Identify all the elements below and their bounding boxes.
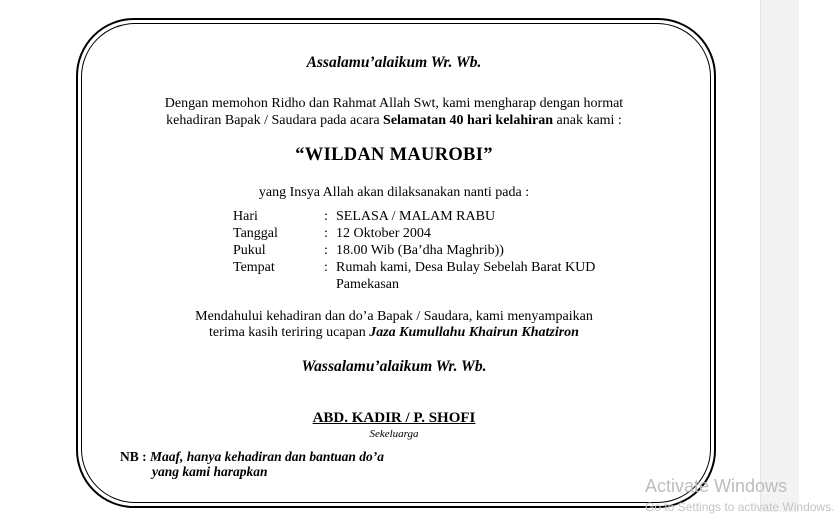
intro-line-1: Dengan memohon Ridho dan Rahmat Allah Swt, kami mengharap dengan hormat — [164, 96, 624, 111]
activation-watermark-subtitle: Go to Settings to activate Windows. — [645, 500, 834, 514]
closing-line-2 — [0, 325, 788, 341]
closing-line-1: Mendahului kehadiran dan do’a Bapak / Saudara, kami menyampaikan — [195, 309, 593, 324]
event-name: Selamatan 40 hari kelahiran — [383, 113, 554, 128]
detail-separator: : — [324, 226, 328, 241]
greeting: Assalamu’alaikum Wr. Wb. — [306, 54, 482, 71]
nb-line-1 — [120, 449, 384, 465]
nb-line-2 — [152, 464, 268, 480]
signatory-sub: Sekeluarga — [369, 428, 419, 440]
farewell: Wassalamu’alaikum Wr. Wb. — [301, 358, 487, 375]
intro-line-2 — [0, 113, 788, 129]
detail-value: 12 Oktober 2004 — [336, 226, 431, 241]
detail-label: Pukul — [233, 243, 266, 258]
detail-separator: : — [324, 209, 328, 224]
detail-value: 18.00 Wib (Ba’dha Maghrib)) — [336, 243, 504, 258]
detail-value: SELASA / MALAM RABU — [336, 209, 496, 224]
activation-watermark-title: Activate Windows — [645, 476, 788, 496]
nb-text-1: Maaf, hanya kehadiran dan bantuan do’a — [150, 449, 385, 464]
vertical-scrollbar[interactable] — [760, 0, 799, 512]
nb-text-2: yang kami harapkan — [152, 464, 268, 479]
closing-line-2-pre: terima kasih teriring ucapan — [209, 325, 370, 340]
detail-separator: : — [324, 260, 328, 275]
detail-value-continued: Pamekasan — [336, 277, 399, 292]
detail-label: Tempat — [233, 260, 275, 275]
closing-phrase: Jaza Kumullahu Khairun Khatziron — [369, 325, 579, 340]
intro-line-2-post: anak kami : — [553, 113, 622, 128]
nb-label: NB : — [120, 449, 150, 464]
detail-value: Rumah kami, Desa Bulay Sebelah Barat KUD — [336, 260, 596, 275]
intro-line-2-pre: kehadiran Bapak / Saudara pada acara — [166, 113, 384, 128]
child-name: “WILDAN MAUROBI” — [295, 145, 493, 165]
detail-label: Tanggal — [233, 226, 278, 241]
detail-separator: : — [324, 243, 328, 258]
detail-label: Hari — [233, 209, 258, 224]
signatory: ABD. KADIR / P. SHOFI — [312, 410, 476, 426]
schedule-intro: yang Insya Allah akan dilaksanakan nanti pada : — [258, 185, 530, 200]
